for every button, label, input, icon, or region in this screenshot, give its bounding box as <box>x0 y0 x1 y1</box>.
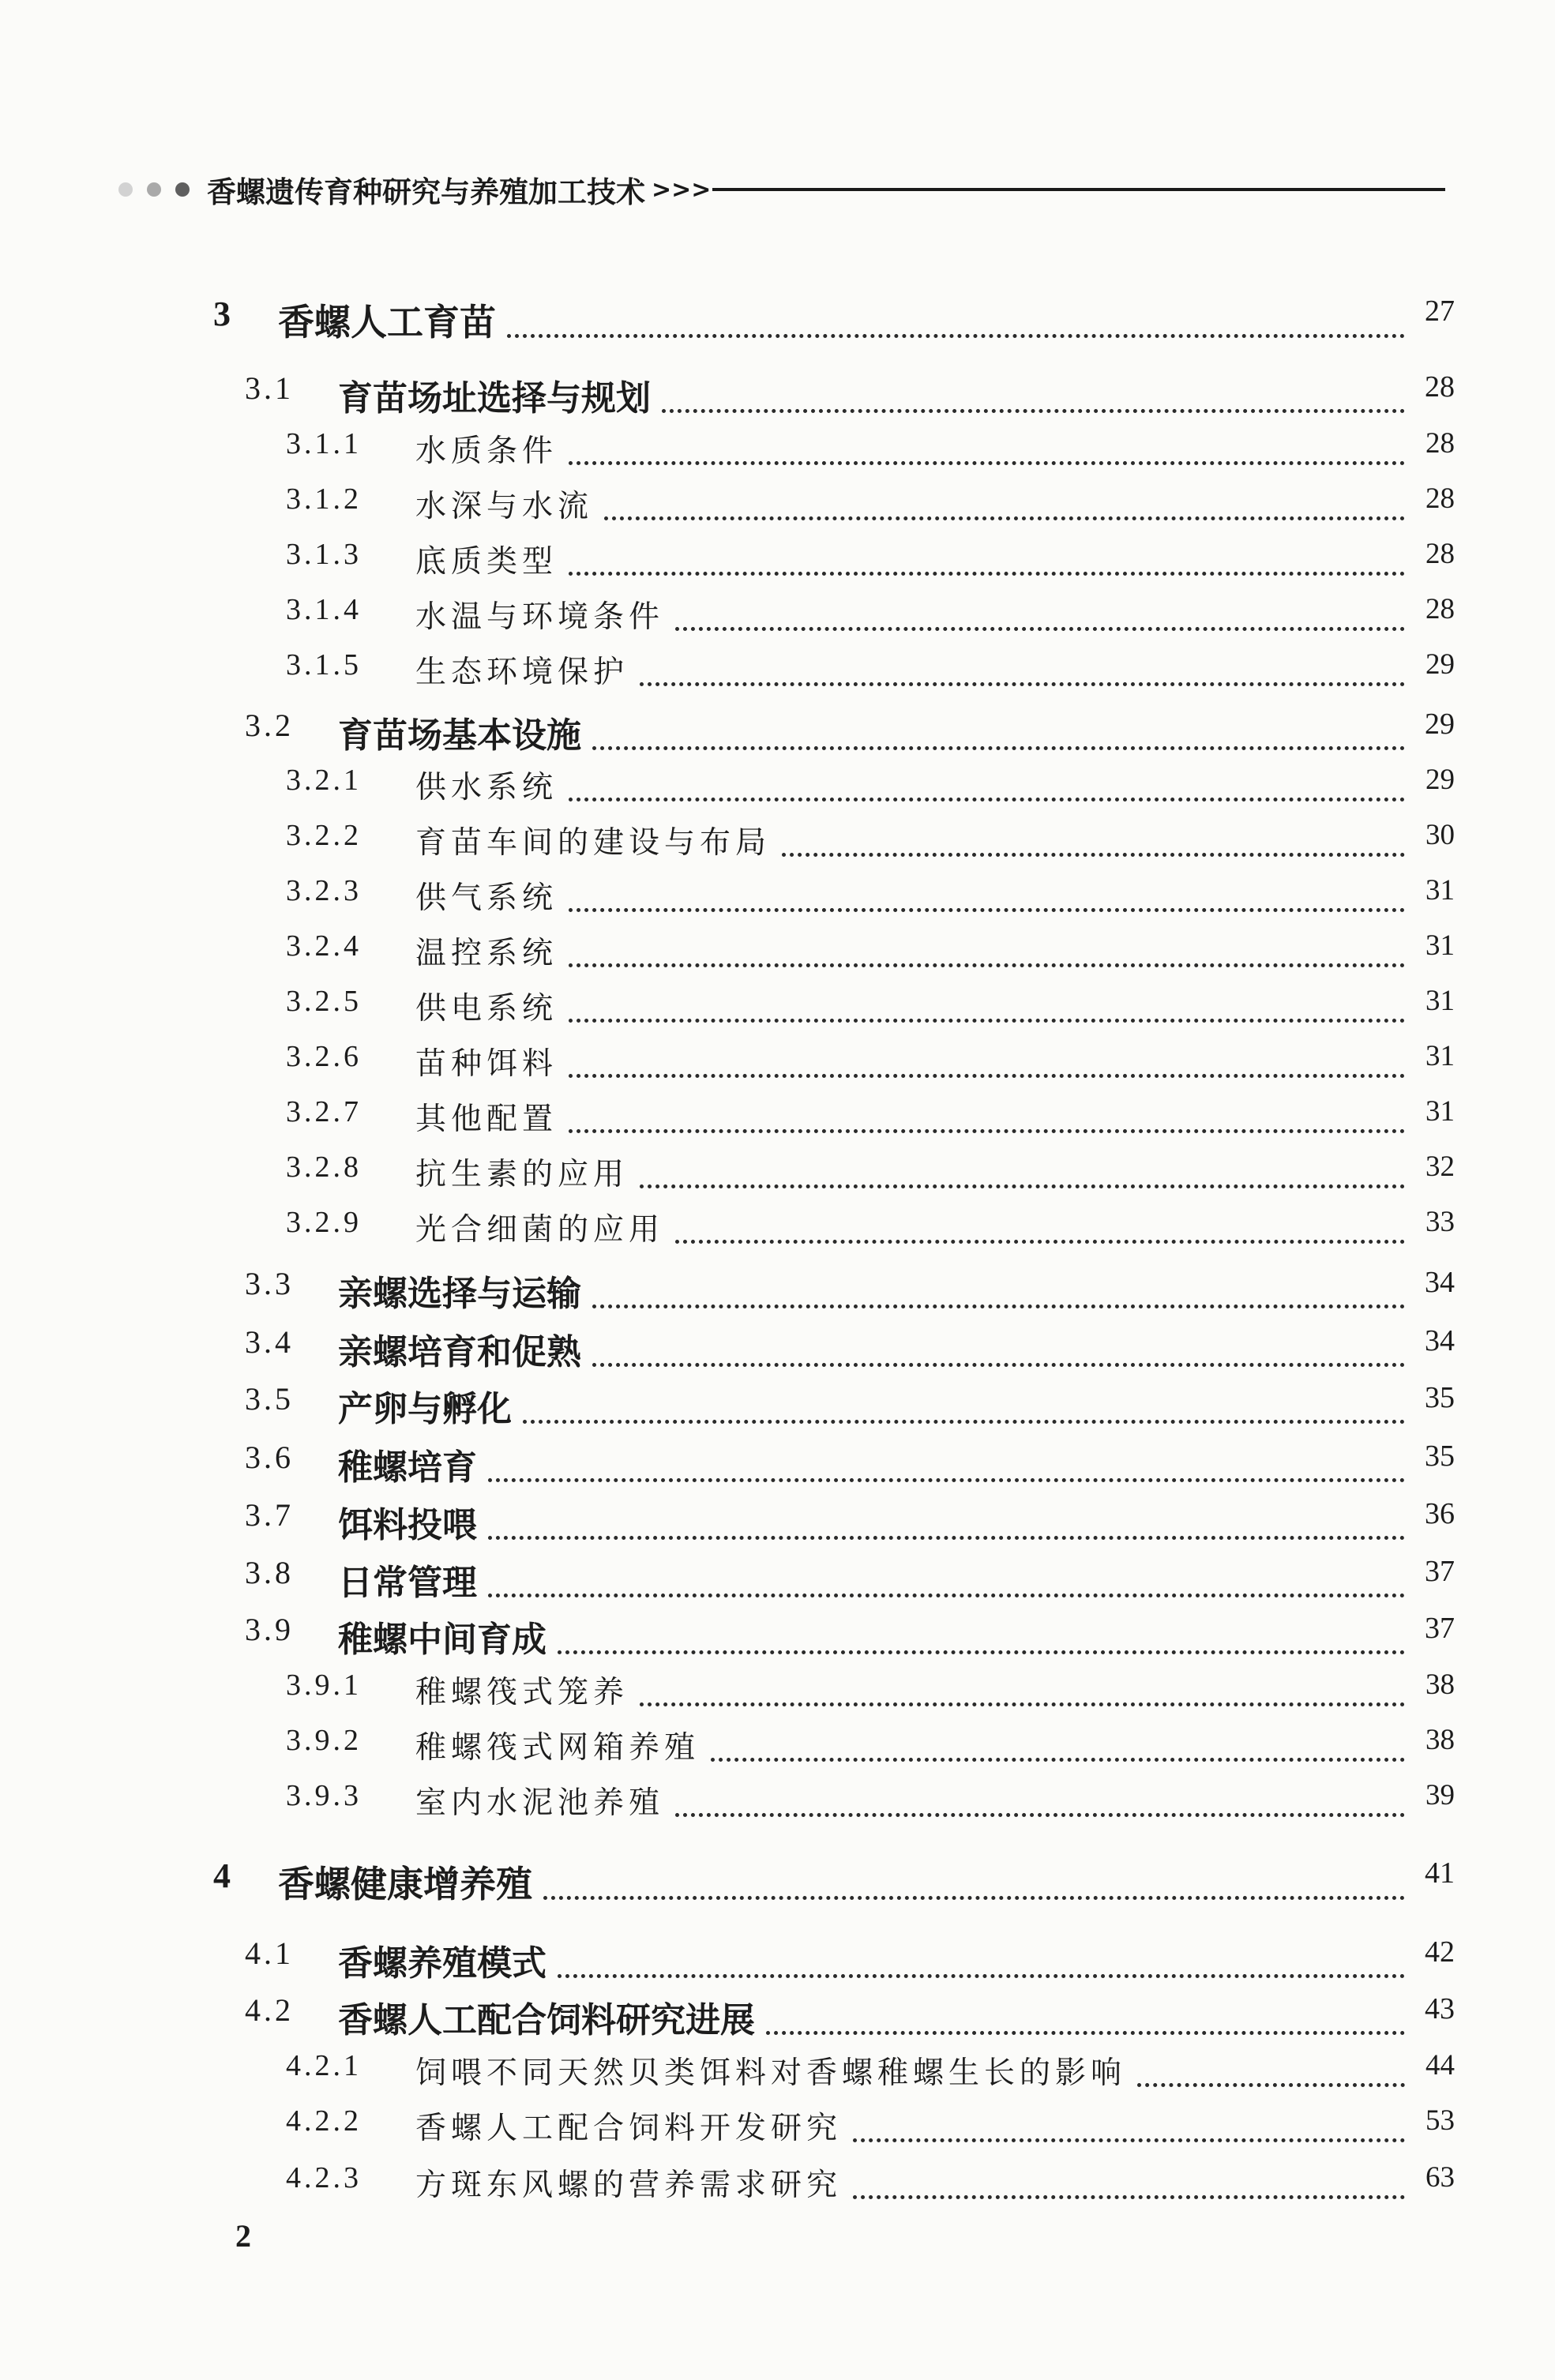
toc-entry-title: 产卵与孵化 <box>338 1380 523 1431</box>
toc-entry-number: 3.3 <box>245 1266 294 1301</box>
toc-dot-leader <box>675 1240 1405 1244</box>
toc-dot-leader <box>569 1019 1405 1023</box>
toc-entry-title: 香螺人工育苗 <box>278 294 507 346</box>
toc-entry-title: 水质条件 <box>415 426 569 471</box>
toc-entry-title: 育苗场基本设施 <box>338 707 592 757</box>
toc-dot-leader <box>543 1896 1405 1900</box>
toc-entry-title: 苗种饵料 <box>415 1039 569 1083</box>
toc-dot-leader <box>558 1974 1405 1978</box>
toc-dot-leader <box>488 1478 1405 1482</box>
toc-dot-leader <box>569 1129 1405 1133</box>
toc-entry-title: 抗生素的应用 <box>415 1150 640 1194</box>
toc-dot-leader <box>853 2195 1405 2199</box>
toc-entry-number: 4.2 <box>245 1992 294 2028</box>
toc-dot-leader <box>569 1074 1405 1078</box>
toc-entry-title: 水深与水流 <box>415 482 604 526</box>
toc-entry-number: 3.1.2 <box>286 482 362 516</box>
toc-entry-title: 供电系统 <box>415 984 569 1028</box>
toc-entry-page: 38 <box>1425 1669 1455 1701</box>
toc-entry-number: 4 <box>213 1856 231 1895</box>
toc-entry-page: 29 <box>1425 764 1455 796</box>
toc-entry-page: 28 <box>1425 482 1455 515</box>
toc-dot-leader <box>711 1758 1405 1762</box>
toc-entry-number: 3.9 <box>245 1612 294 1647</box>
toc-entry-page: 28 <box>1425 370 1455 404</box>
toc-entry-page: 30 <box>1425 819 1455 851</box>
toc-entry-title: 日常管理 <box>338 1554 488 1605</box>
toc-entry-number: 3.9.1 <box>286 1669 362 1702</box>
toc-entry-page: 36 <box>1425 1497 1455 1530</box>
toc-entry-number: 3.2.4 <box>286 929 362 963</box>
toc-entry-title: 稚螺培育 <box>338 1439 488 1489</box>
toc-entry-title: 其他配置 <box>415 1094 569 1139</box>
toc-entry-number: 3.1.3 <box>286 538 362 571</box>
toc-entry-number: 4.1 <box>245 1935 294 1971</box>
toc-dot-leader <box>1137 2083 1405 2087</box>
toc-entry-page: 37 <box>1425 1555 1455 1588</box>
toc-entry-title: 供气系统 <box>415 873 569 918</box>
toc-dot-leader <box>782 853 1405 857</box>
toc-dot-leader <box>592 1363 1405 1367</box>
toc-entry-page: 29 <box>1425 708 1455 741</box>
toc-dot-leader <box>662 409 1405 413</box>
toc-entry-page: 44 <box>1425 2049 1455 2082</box>
toc-entry-title: 香螺人工配合饲料研究进展 <box>338 1991 766 2042</box>
toc-dot-leader <box>604 516 1405 520</box>
toc-dot-leader <box>766 2031 1405 2035</box>
toc-dot-leader <box>640 1702 1405 1706</box>
toc-entry-page: 27 <box>1425 295 1455 328</box>
toc-entry-title: 饵料投喂 <box>338 1496 488 1547</box>
book-title: 香螺遗传育种研究与养殖加工技术 <box>207 175 645 209</box>
toc-dot-leader <box>569 572 1405 576</box>
toc-entry-page: 33 <box>1425 1206 1455 1238</box>
toc-dot-leader <box>640 1184 1405 1188</box>
toc-entry-title: 育苗车间的建设与布局 <box>415 818 782 862</box>
toc-entry-title: 供水系统 <box>415 763 569 807</box>
toc-entry-title: 光合细菌的应用 <box>415 1205 675 1249</box>
toc-entry-title: 稚螺中间育成 <box>338 1611 558 1661</box>
toc-entry-title: 底质类型 <box>415 537 569 581</box>
toc-entry-number: 3.5 <box>245 1381 294 1417</box>
toc-entry-number: 3.2.3 <box>286 874 362 907</box>
toc-entry-number: 3.2.9 <box>286 1206 362 1239</box>
toc-dot-leader <box>569 908 1405 912</box>
toc-entry-page: 38 <box>1425 1724 1455 1756</box>
toc-entry-title: 饲喂不同天然贝类饵料对香螺稚螺生长的影响 <box>415 2048 1137 2093</box>
toc-entry-number: 3.2.8 <box>286 1151 362 1184</box>
page-number: 2 <box>235 2218 251 2254</box>
toc-entry-number: 3.2.6 <box>286 1040 362 1073</box>
toc-entry-title: 水温与环境条件 <box>415 592 675 636</box>
toc-entry-number: 3.8 <box>245 1555 294 1590</box>
toc-dot-leader <box>592 746 1405 750</box>
toc-entry-page: 42 <box>1425 1935 1455 1969</box>
toc-dot-leader <box>488 1594 1405 1597</box>
toc-entry-page: 43 <box>1425 1992 1455 2025</box>
toc-entry-page: 28 <box>1425 427 1455 460</box>
toc-entry-title: 稚螺筏式笼养 <box>415 1668 640 1712</box>
toc-entry-number: 3.7 <box>245 1497 294 1533</box>
toc-entry-page: 34 <box>1425 1324 1455 1357</box>
toc-entry-number: 4.2.1 <box>286 2049 362 2082</box>
toc-entry-number: 4.2.3 <box>286 2161 362 2194</box>
toc-entry-number: 3.2.1 <box>286 764 362 797</box>
toc-entry-title: 香螺养殖模式 <box>338 1935 558 1985</box>
toc-dot-leader <box>558 1650 1405 1654</box>
toc-entry-number: 3 <box>213 295 231 333</box>
toc-entry-title: 香螺人工配合饲料开发研究 <box>415 2104 853 2148</box>
toc-entry-page: 31 <box>1425 874 1455 907</box>
toc-entry-page: 34 <box>1425 1266 1455 1299</box>
toc-dot-leader <box>569 798 1405 801</box>
toc-entry-title: 生态环境保护 <box>415 648 640 692</box>
toc-entry-title: 亲螺选择与运输 <box>338 1265 592 1316</box>
toc-entry-number: 3.4 <box>245 1324 294 1360</box>
toc-dot-leader <box>569 963 1405 967</box>
header-arrows: >>> <box>652 175 712 204</box>
toc-entry-number: 3.9.2 <box>286 1724 362 1757</box>
toc-dot-leader <box>640 682 1405 686</box>
toc-entry-number: 3.1.4 <box>286 593 362 626</box>
toc-entry-page: 29 <box>1425 648 1455 681</box>
toc-entry-page: 35 <box>1425 1440 1455 1473</box>
toc-dot-leader <box>569 461 1405 465</box>
toc-entry-page: 32 <box>1425 1151 1455 1183</box>
toc-entry-title: 亲螺培育和促熟 <box>338 1323 592 1374</box>
toc-dot-leader <box>592 1304 1405 1308</box>
toc-entry-title: 育苗场址选择与规划 <box>338 370 662 420</box>
toc-entry-number: 3.1.5 <box>286 648 362 681</box>
toc-entry-number: 4.2.2 <box>286 2104 362 2138</box>
toc-entry-page: 28 <box>1425 538 1455 570</box>
toc-dot-leader <box>675 627 1405 631</box>
toc-entry-number: 3.2.5 <box>286 985 362 1018</box>
toc-entry-number: 3.2.2 <box>286 819 362 852</box>
toc-dot-leader <box>523 1420 1405 1424</box>
toc-entry-number: 3.2 <box>245 708 294 743</box>
toc-entry-title: 稚螺筏式网箱养殖 <box>415 1723 711 1767</box>
toc-entry-page: 41 <box>1425 1856 1455 1890</box>
toc-entry-number: 3.6 <box>245 1440 294 1475</box>
toc-entry-page: 39 <box>1425 1779 1455 1811</box>
toc-dot-leader <box>507 334 1405 338</box>
toc-entry-number: 3.1.1 <box>286 427 362 460</box>
toc-entry-page: 31 <box>1425 1095 1455 1128</box>
toc-entry-title: 温控系统 <box>415 929 569 973</box>
toc-entry-title: 香螺健康增养殖 <box>278 1856 543 1908</box>
toc-entry-number: 3.9.3 <box>286 1779 362 1812</box>
toc-entry-page: 37 <box>1425 1612 1455 1645</box>
toc-entry-page: 31 <box>1425 929 1455 962</box>
toc-entry-title: 方斑东风螺的营养需求研究 <box>415 2160 853 2205</box>
toc-dot-leader <box>675 1813 1405 1817</box>
toc-entry-page: 53 <box>1425 2104 1455 2137</box>
toc-entry-title: 室内水泥池养殖 <box>415 1778 675 1823</box>
toc-entry-page: 31 <box>1425 985 1455 1017</box>
toc-entry-page: 35 <box>1425 1381 1455 1414</box>
toc-entry-number: 3.1 <box>245 370 294 406</box>
toc-dot-leader <box>488 1536 1405 1540</box>
toc-entry-page: 28 <box>1425 593 1455 625</box>
toc-entry-page: 31 <box>1425 1040 1455 1072</box>
toc-dot-leader <box>853 2138 1405 2142</box>
toc-entry-page: 63 <box>1425 2161 1455 2194</box>
toc-entry-number: 3.2.7 <box>286 1095 362 1128</box>
